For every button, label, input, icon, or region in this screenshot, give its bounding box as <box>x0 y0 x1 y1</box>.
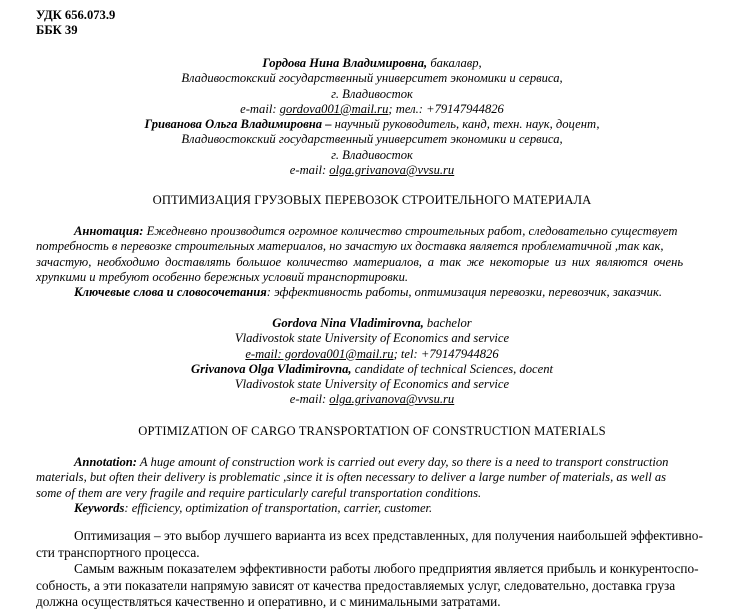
keywords-en-label: Keywords <box>74 500 125 515</box>
author1-ru-email-label: e-mail: <box>240 101 280 116</box>
author2-ru-city: г. Владивосток <box>331 147 413 162</box>
author2-en-email-link[interactable]: olga.grivanova@vvsu.ru <box>329 392 455 407</box>
author1-en-role: bachelor <box>423 316 472 330</box>
abstract-ru <box>36 224 713 300</box>
author2-ru-contacts <box>0 163 744 178</box>
author1-ru <box>0 56 744 71</box>
author1-en-contacts <box>0 347 744 362</box>
abstract-ru-line-3: зачастую, необходимо доставлять большое количество материалов, а так же некоторые из них являются очень <box>36 254 684 269</box>
bbk-code: ББК 39 <box>36 23 78 38</box>
author2-ru-email-label: e-mail: <box>289 163 330 178</box>
body-p2-line-1: Самым важным показателем эффективности работы любого предприятия является прибыль и конкурентоспо- <box>74 561 699 576</box>
author1-en-org: Vladivostok state University of Economics and service <box>234 331 510 346</box>
author1-en <box>0 316 744 331</box>
author1-ru-name: Гордова Нина Владимировна, <box>262 56 428 70</box>
author1-ru-contacts <box>0 102 744 117</box>
abstract-ru-line-4: хрупкими и требуют особенно бережных условий транспортировки. <box>36 269 409 284</box>
abstract-ru-line-2: потребность в перевозке строительных материалов, но зачастую их доставка является проблематичной ,так как, <box>36 239 664 254</box>
author1-ru-org: Владивостокский государственный университет экономики и сервиса, <box>181 71 563 86</box>
keywords-ru-label: Ключевые слова и словосочетания <box>74 285 267 300</box>
author1-en-email-link[interactable]: e-mail: gordova001@mail.ru <box>245 346 394 361</box>
author2-en <box>0 362 744 377</box>
author2-ru-email-link[interactable]: olga.grivanova@vvsu.ru <box>329 163 455 178</box>
keywords-ru-text: : эффективность работы, оптимизация перевозки, перевозчик, заказчик. <box>266 285 663 300</box>
abstract-en-line-1: Annotation: A huge amount of construction work is carried out every day, so there is a need to transport construction <box>74 455 669 469</box>
abstract-ru-line-1: Аннотация: Ежедневно производится огромное количество строительных работ, следовательно существует <box>74 224 678 238</box>
keywords-en <box>36 501 713 516</box>
body-p2-line-3: должна осуществляться качественно и оперативно, и с минимальными затратами. <box>36 594 501 609</box>
author2-en-email-label: e-mail: <box>289 392 330 407</box>
abstract-ru-label: Аннотация: <box>74 224 144 238</box>
keywords-ru <box>36 285 713 300</box>
author1-ru-tel: ; тел.: +79147944826 <box>388 101 504 116</box>
title-ru: ОПТИМИЗАЦИЯ ГРУЗОВЫХ ПЕРЕВОЗОК СТРОИТЕЛЬНОГО МАТЕРИАЛА <box>152 193 592 207</box>
keywords-en-text: : efficiency, optimization of transportation, carrier, customer. <box>124 500 433 515</box>
abstract-en-line-2: materials, but often their delivery is problematic ,since it is often necessary to deliver a large number of materials, as well as <box>36 470 667 485</box>
author2-en-name: Grivanova Olga Vladimirovna, <box>190 361 352 376</box>
abstract-en <box>36 455 713 516</box>
body-text <box>36 528 716 611</box>
author2-ru-role: научный руководитель, канд, техн. наук, доцент, <box>331 117 600 132</box>
author1-ru-email-link[interactable]: gordova001@mail.ru <box>279 101 389 116</box>
abstract-en-line-3: some of them are very fragile and require particularly careful transportation conditions. <box>36 485 482 500</box>
author2-ru-org: Владивостокский государственный университет экономики и сервиса, <box>181 132 563 147</box>
author2-ru <box>0 117 744 132</box>
author1-ru-city: г. Владивосток <box>331 86 413 101</box>
body-p1-line-1: Оптимизация – это выбор лучшего варианта из всех представленных, для получения наибольшей эффективно- <box>74 528 703 543</box>
body-p2-line-2: собность, а эти показатели напрямую зависят от качества предоставляемых услуг, следовательно, доставка груза <box>36 577 676 593</box>
author2-en-contacts <box>0 392 744 407</box>
author2-ru-name: Гриванова Ольга Владимировна – <box>144 117 332 132</box>
author1-en-tel: ; tel: +79147944826 <box>393 346 499 361</box>
body-p1-line-2: сти транспортного процесса. <box>36 544 200 560</box>
title-en: OPTIMIZATION OF CARGO TRANSPORTATION OF CONSTRUCTION MATERIALS <box>138 424 606 438</box>
author2-en-role: candidate of technical Sciences, docent <box>351 361 553 376</box>
author1-en-name: Gordova Nina Vladimirovna, <box>272 316 424 330</box>
author1-ru-role: бакалавр, <box>427 56 482 70</box>
abstract-en-label: Annotation: <box>74 455 137 469</box>
udk-code: УДК 656.073.9 <box>36 8 116 22</box>
authors-ru <box>0 56 744 178</box>
author2-en-org: Vladivostok state University of Economics and service <box>234 377 510 392</box>
classification-codes <box>36 8 115 39</box>
authors-en <box>0 316 744 408</box>
